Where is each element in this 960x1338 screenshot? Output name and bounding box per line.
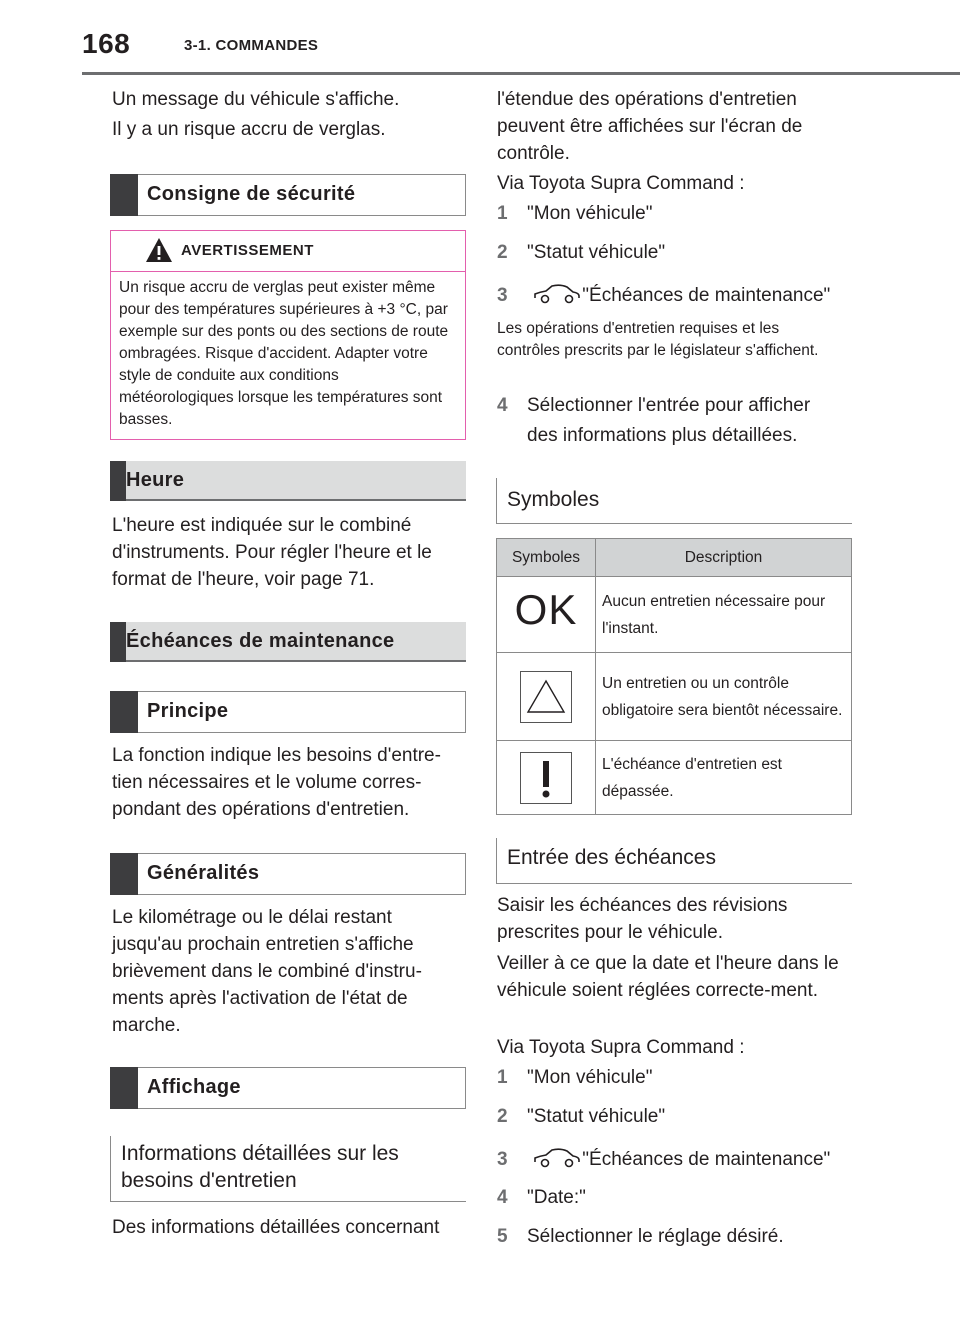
step-a-4: 4 Sélectionner l'entrée pour afficher des informations plus détaillées.: [497, 395, 811, 446]
table-cell-desc: Aucun entretien nécessaire pour l'instant.: [596, 577, 852, 653]
warning-text: Un risque accru de verglas peut exister même pour des températures supérieures à +3 °C, par exemple sur des ponts ou des sections de route ombragées. Risque d'accident. Adapter votre style de conduite aux conditions météorologiques lorsque les températures sont basses.: [119, 279, 449, 428]
info-heading: Informations détaillées sur les besoins d'entretien: [110, 1136, 466, 1202]
principe-text: La fonction indique les besoins d'entre-tien nécessaires et le volume corres-pondant des opérations d'entretien.: [112, 745, 441, 820]
step-b-1: 1 "Mon véhicule": [497, 1067, 653, 1088]
warning-title: AVERTISSEMENT: [181, 242, 314, 259]
section-title: 3-1. COMMANDES: [184, 37, 319, 54]
step-a-1: 1 "Mon véhicule": [497, 203, 653, 224]
table-header-description: Description: [596, 539, 852, 577]
heure-heading: Heure: [126, 469, 185, 491]
entree-text-1: Saisir les échéances des révisions prescrites pour le véhicule.: [497, 895, 788, 943]
affichage-heading: Affichage: [147, 1076, 241, 1098]
table-cell-desc: L'échéance d'entretien est dépassée.: [596, 741, 852, 815]
info-text: Des informations détaillées concernant: [112, 1217, 440, 1238]
table-cell-desc: Un entretien ou un contrôle obligatoire sera bientôt nécessaire.: [596, 653, 852, 741]
service-overdue-icon: [520, 752, 572, 804]
generalites-text: Le kilométrage ou le délai restant jusqu'au prochain entretien s'affiche brièvement dans le combiné d'instru-ments après l'activation de l'état de marche.: [112, 907, 422, 1036]
via-text-2: Via Toyota Supra Command :: [497, 1037, 745, 1058]
car-icon: [532, 283, 582, 305]
intro-line-2: Il y a un risque accru de verglas.: [112, 119, 386, 140]
ok-symbol: OK: [514, 586, 578, 633]
generalites-heading-box: [110, 853, 466, 895]
table-row: [497, 577, 852, 653]
safety-heading-box: [110, 174, 466, 216]
table-header-symbols: Symboles: [497, 539, 596, 577]
step-a-3: 3 "Échéances de maintenance": [497, 285, 831, 306]
affichage-heading-box: [110, 1067, 466, 1109]
table-row: [497, 741, 852, 815]
via-text: Via Toyota Supra Command :: [497, 173, 745, 194]
warning-box: [110, 230, 466, 440]
symbols-table: [496, 538, 852, 815]
principe-heading-box: [110, 691, 466, 733]
heure-text: L'heure est indiquée sur le combiné d'instruments. Pour régler l'heure et le format de l'heure, voir page 71.: [112, 515, 432, 590]
safety-heading: Consigne de sécurité: [147, 183, 356, 205]
step-b-4: 4 "Date:": [497, 1187, 586, 1208]
note-text: Les opérations d'entretien requises et les contrôles prescrits par le législateur s'affichent.: [497, 320, 819, 359]
step-b-3: 3 "Échéances de maintenance": [497, 1149, 831, 1170]
table-row: [497, 653, 852, 741]
maint-heading: Échéances de maintenance: [126, 630, 395, 652]
entree-text-2: Veiller à ce que la date et l'heure dans le véhicule soient réglées correcte-ment.: [497, 953, 839, 1001]
cont-text: l'étendue des opérations d'entretien peuvent être affichées sur l'écran de contrôle.: [497, 89, 803, 164]
step-b-2: 2 "Statut véhicule": [497, 1106, 666, 1127]
warning-triangle-icon: [145, 237, 173, 263]
step-b-5: 5 Sélectionner le réglage désiré.: [497, 1226, 784, 1247]
principe-heading: Principe: [147, 700, 229, 722]
symboles-heading: Symboles: [496, 478, 852, 524]
heure-heading-box: [110, 461, 466, 501]
generalites-heading: Généralités: [147, 862, 260, 884]
intro-line-1: Un message du véhicule s'affiche.: [112, 89, 400, 110]
header-rule: [82, 72, 960, 75]
page-number: 168: [82, 28, 131, 59]
step-a-2: 2 "Statut véhicule": [497, 242, 666, 263]
car-icon: [532, 1147, 582, 1169]
entree-heading: Entrée des échéances: [496, 838, 852, 884]
maint-heading-box: [110, 622, 466, 662]
service-due-soon-icon: [520, 671, 572, 723]
